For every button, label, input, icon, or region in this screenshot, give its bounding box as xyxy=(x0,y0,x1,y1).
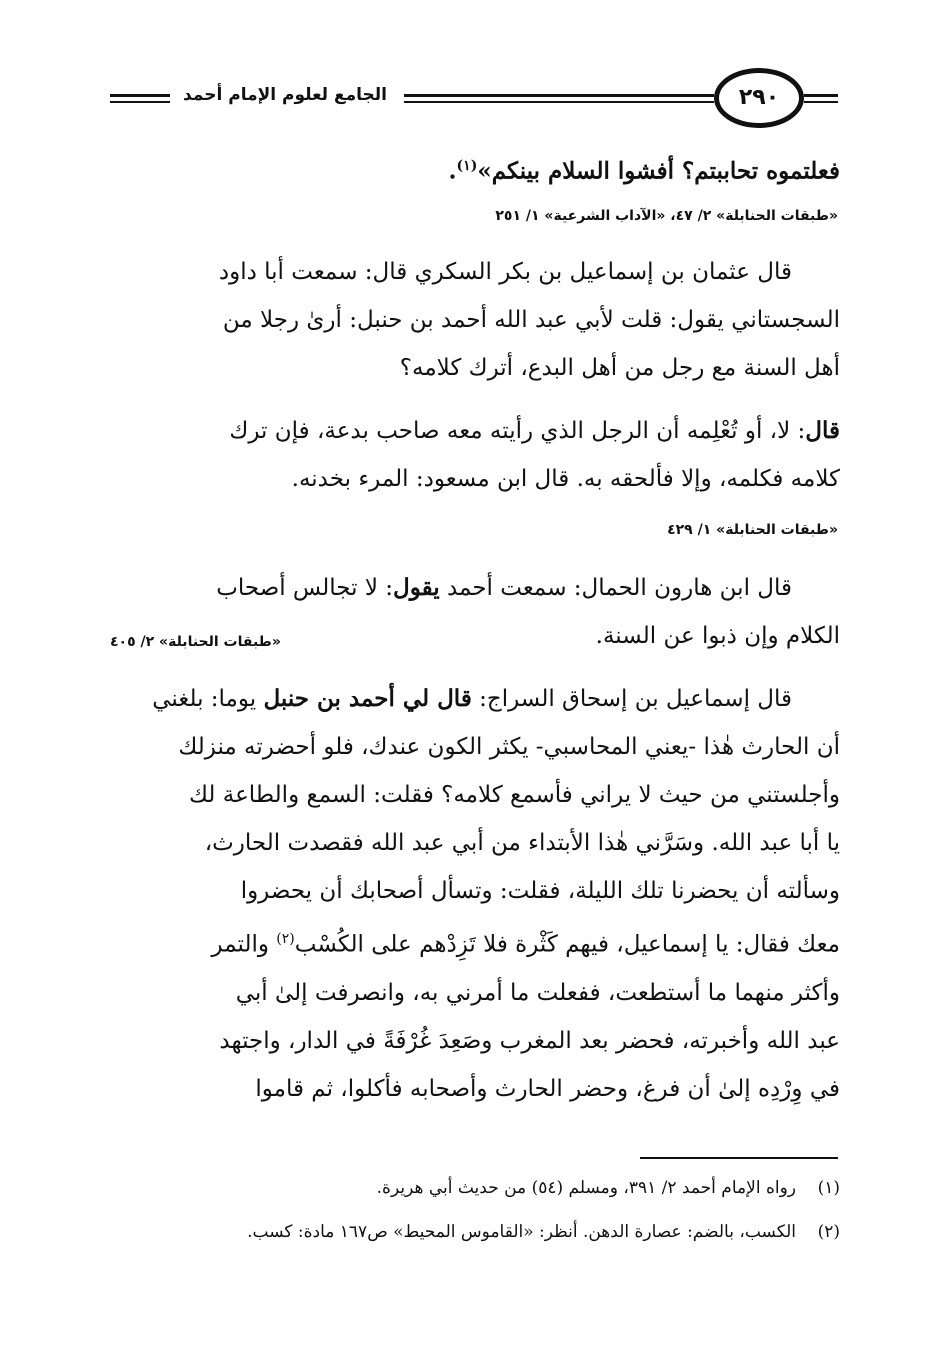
source-citation-1: «طبقات الحنابلة» ٢/ ٤٧، «الآداب الشرعية» ١/ ٢٥١ xyxy=(495,208,838,224)
p2-line-2: السجستاني يقول: قلت لأبي عبد الله أحمد بن حنبل: أرىٰ رجلا من xyxy=(222,307,840,333)
p4-line-1a: قال ابن هارون الحمال: سمعت أحمد xyxy=(439,575,792,601)
header-rule-middle-top xyxy=(404,94,714,97)
p5-line-3: وأجلستني من حيث لا يراني فأسمع كلامه؟ فقلت: السمع والطاعة لك xyxy=(189,782,840,808)
page-number: ٢٩٠ xyxy=(738,85,780,110)
footnote-ref-2: (٢) xyxy=(276,931,295,947)
p5-line-6a: معك فقال: يا إسماعيل، فيهم كَثْرة فلا تَزِدْهم على الكُسْب xyxy=(294,931,840,958)
p5-line-5: وسألته أن يحضرنا تلك الليلة، فقلت: وتسأل أصحابك أن يحضروا xyxy=(240,878,840,904)
footnote-ref-1: (١) xyxy=(456,158,478,174)
header-rule-left-top xyxy=(110,94,170,97)
paragraph-1 xyxy=(105,142,840,196)
p5-line-1a: قال إسماعيل بن إسحاق السراج: xyxy=(471,686,792,712)
footnote-1-number: (١) xyxy=(817,1178,840,1198)
footnote-2-number: (٢) xyxy=(817,1222,840,1242)
page-number-badge xyxy=(714,68,804,128)
footnote-2 xyxy=(105,1222,840,1242)
footnote-2-text: الكسب، بالضم: عصارة الدهن. أنظر: «القاموس المحيط» ص١٦٧ مادة: كسب. xyxy=(247,1222,796,1242)
p3-bold-label: قال xyxy=(805,417,840,444)
p1-end: . xyxy=(448,157,457,185)
p5-line-9: في وِرْدِه إلىٰ أن فرغ، وحضر الحارث وأصحابه فأكلوا، ثم قاموا xyxy=(255,1075,840,1102)
p1-text: فعلتموه تحاببتم؟ أفشوا السلام بينكم» xyxy=(477,157,840,185)
p5-line-4: يا أبا عبد الله. وسَرَّني هٰذا الأبتداء من أبي عبد الله فقصدت الحارث، xyxy=(204,830,840,856)
paragraph-5 xyxy=(105,675,840,1113)
footnote-separator xyxy=(640,1157,838,1159)
p3-line-2: كلامه فكلمه، وإلا فألحقه به. قال ابن مسعود: المرء بخدنه. xyxy=(291,466,840,492)
p5-line-1c: يوما: بلغني xyxy=(152,686,264,712)
page-header xyxy=(110,66,838,130)
p3-line-1 xyxy=(105,407,840,455)
paragraph-2 xyxy=(105,248,840,392)
p4-line-1c: : لا تجالس أصحاب xyxy=(216,575,393,601)
p5-line-7: وأكثر منهما ما أستطعت، ففعلت ما أمرني به، وانصرفت إلىٰ أبي xyxy=(235,979,840,1006)
p2-line-3: أهل السنة مع رجل من أهل البدع، أترك كلامه؟ xyxy=(399,355,840,381)
p5-line-1 xyxy=(105,675,840,723)
header-rule-middle-bottom xyxy=(404,101,714,103)
p5-line-6b: والتمر xyxy=(211,931,277,958)
footnote-1 xyxy=(105,1178,840,1198)
source-citation-3: «طبقات الحنابلة» ٢/ ٤٠٥ xyxy=(110,634,281,650)
p5-line-1-bold: قال لي أحمد بن حنبل xyxy=(263,685,472,712)
p2-line-1: قال عثمان بن إسماعيل بن بكر السكري قال: سمعت أبا داود xyxy=(218,259,792,285)
p3-line-1-text: : لا، أو تُعْلِمه أن الرجل الذي رأيته معه صاحب بدعة، فإن ترك xyxy=(229,418,806,444)
p5-line-8: عبد الله وأخبرته، فحضر بعد المغرب وصَعِدَ غُرْفَةً في الدار، واجتهد xyxy=(219,1027,840,1054)
paragraph-3 xyxy=(105,407,840,503)
header-rule-right-top xyxy=(804,94,838,97)
p4-line-1-bold: يقول xyxy=(393,574,440,601)
p4-line-1 xyxy=(105,564,840,612)
header-rule-left-bottom xyxy=(110,101,170,103)
p5-line-6 xyxy=(105,915,840,969)
footnote-1-text: رواه الإمام أحمد ٢/ ٣٩١، ومسلم (٥٤) من حديث أبي هريرة. xyxy=(376,1178,796,1198)
source-citation-2: «طبقات الحنابلة» ١/ ٤٢٩ xyxy=(667,522,838,538)
running-title: الجامع لعلوم الإمام أحمد xyxy=(183,85,387,105)
header-rule-right-bottom xyxy=(804,101,838,103)
p4-line-2: الكلام وإن ذبوا عن السنة. xyxy=(595,623,840,649)
p5-line-2: أن الحارث هٰذا -يعني المحاسبي- يكثر الكون عندك، فلو أحضرته منزلك xyxy=(178,734,840,760)
